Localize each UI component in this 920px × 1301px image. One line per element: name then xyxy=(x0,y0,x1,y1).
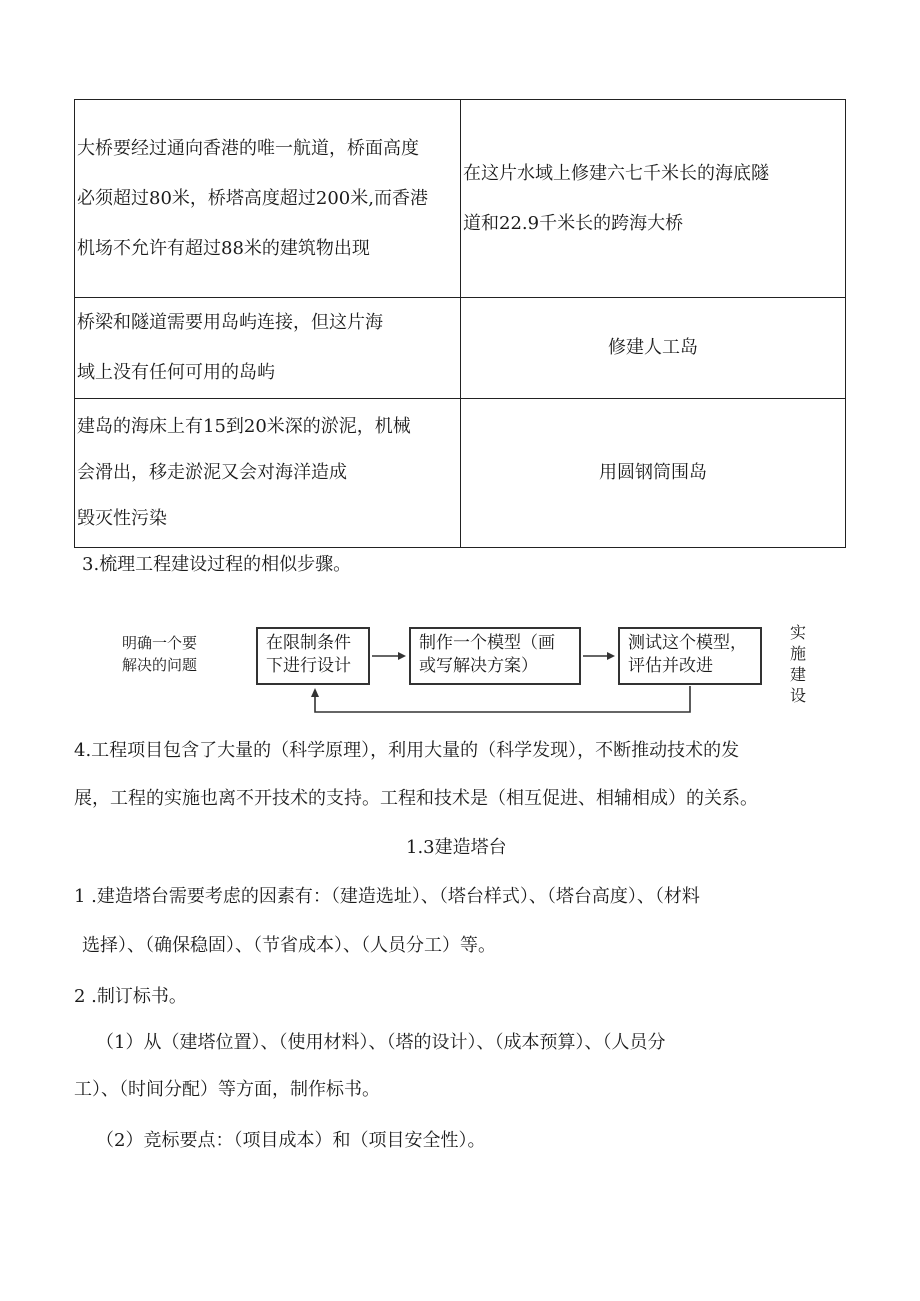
section-title: 1.3建造塔台 xyxy=(406,837,507,858)
solution-cell: 修建人工岛 xyxy=(461,298,846,399)
s1-line-1: 1 .建造塔台需要考虑的因素有：（建造选址）、（塔台样式）、（塔台高度）、（材料 xyxy=(74,886,700,907)
flow-step-design: 在限制条件 下进行设计 xyxy=(256,627,370,685)
problem-cell: 桥梁和隧道需要用岛屿连接，但这片海 域上没有任何可用的岛屿 xyxy=(75,298,461,399)
problem-cell: 建岛的海床上有15到20米深的淤泥，机械 会滑出，移走淤泥又会对海洋造成 毁灭性污染 xyxy=(75,399,461,548)
s2-1-line-1: （1）从（建塔位置）、（使用材料）、（塔的设计）、（成本预算）、（人员分 xyxy=(96,1032,666,1053)
flow-end-label: 实 施 建 设 xyxy=(789,623,806,705)
flow-start-label: 明确一个要 解决的问题 xyxy=(122,634,198,674)
flow-step-model: 制作一个模型（画 或写解决方案） xyxy=(409,627,581,685)
arrow-head-1 xyxy=(398,652,406,660)
item-4-line-2: 展，工程的实施也离不开技术的支持。工程和技术是（相互促进、相辅相成）的关系。 xyxy=(74,788,758,809)
solution-cell: 在这片水域上修建六七千米长的海底隧 道和22.9千米长的跨海大桥 xyxy=(461,100,846,298)
s1-line-2: 选择）、（确保稳固）、（节省成本）、（人员分工）等。 xyxy=(82,935,496,956)
problem-cell: 大桥要经过通向香港的唯一航道，桥面高度 必须超过80米，桥塔高度超过200米,而香港 机场不允许有超过88米的建筑物出现 xyxy=(75,100,461,298)
solution-cell: 用圆钢筒围岛 xyxy=(461,399,846,548)
feedback-loop-line xyxy=(315,686,690,712)
s2-2-line: （2）竞标要点：（项目成本）和（项目安全性）。 xyxy=(96,1130,486,1151)
item-4-line-1: 4.工程项目包含了大量的（科学原理），利用大量的（科学发现），不断推动技术的发 xyxy=(74,740,740,761)
arrow-head-2 xyxy=(607,652,615,660)
arrow-head-loop xyxy=(311,688,319,697)
s2-title: 2 .制订标书。 xyxy=(74,986,187,1007)
s2-1-line-2: 工）、（时间分配）等方面，制作标书。 xyxy=(74,1079,380,1100)
flow-step-test: 测试这个模型， 评估并改进 xyxy=(618,627,762,685)
item-3: 3.梳理工程建设过程的相似步骤。 xyxy=(82,554,352,575)
